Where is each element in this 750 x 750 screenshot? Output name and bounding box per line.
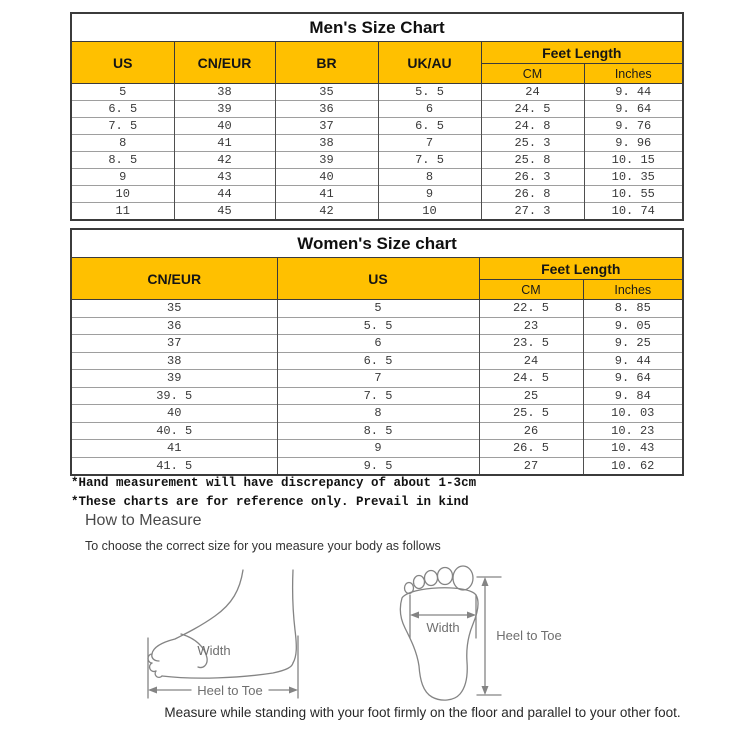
size-cell: 44	[174, 186, 275, 203]
size-cell: 24. 8	[481, 118, 584, 135]
size-cell: 10. 03	[583, 405, 683, 423]
size-cell: 26. 3	[481, 169, 584, 186]
table-row	[71, 118, 683, 135]
column-header-feet-length: Feet Length	[481, 42, 683, 64]
size-cell: 27	[479, 457, 583, 475]
table-row	[71, 101, 683, 118]
size-cell: 9. 44	[583, 352, 683, 370]
size-cell: 24	[479, 352, 583, 370]
womens-title-row	[71, 229, 683, 258]
size-cell: 35	[275, 84, 378, 101]
size-cell: 35	[71, 300, 277, 318]
size-cell: 41	[174, 135, 275, 152]
size-cell: 40	[71, 405, 277, 423]
size-cell: 9	[71, 169, 174, 186]
side-width-label: Width	[197, 643, 231, 658]
size-cell: 7. 5	[378, 152, 481, 169]
size-cell: 24. 5	[479, 370, 583, 388]
size-cell: 24. 5	[481, 101, 584, 118]
size-cell: 10. 35	[584, 169, 683, 186]
size-cell: 5	[277, 300, 479, 318]
size-cell: 10	[71, 186, 174, 203]
arrow-left-icon	[410, 612, 419, 619]
footnote-hand-measurement: *Hand measurement will have discrepancy of about 1-3cm	[71, 476, 477, 490]
how-to-measure-subtitle: To choose the correct size for you measure your body as follows	[85, 539, 441, 553]
size-cell: 6. 5	[378, 118, 481, 135]
size-cell: 38	[174, 84, 275, 101]
mens-chart-title: Men's Size Chart	[71, 13, 683, 42]
size-cell: 10. 15	[584, 152, 683, 169]
size-cell: 9. 84	[583, 387, 683, 405]
size-cell: 42	[174, 152, 275, 169]
side-heel-to-toe-label: Heel to Toe	[197, 683, 263, 698]
size-cell: 9. 25	[583, 335, 683, 353]
womens-header-row	[71, 258, 683, 280]
size-cell: 10. 55	[584, 186, 683, 203]
size-cell: 22. 5	[479, 300, 583, 318]
size-cell: 23. 5	[479, 335, 583, 353]
column-header-cm: CM	[481, 64, 584, 84]
table-row	[71, 152, 683, 169]
arrow-up-icon	[482, 577, 489, 586]
column-header-us: US	[71, 42, 174, 84]
size-cell: 9. 44	[584, 84, 683, 101]
arrow-down-icon	[482, 686, 489, 695]
size-cell: 5. 5	[277, 317, 479, 335]
size-cell: 9	[378, 186, 481, 203]
table-row	[71, 135, 683, 152]
size-cell: 10. 43	[583, 440, 683, 458]
size-cell: 39. 5	[71, 387, 277, 405]
size-cell: 41	[275, 186, 378, 203]
arrow-right-icon	[289, 687, 298, 694]
size-cell: 8. 5	[277, 422, 479, 440]
column-header-cn-eur: CN/EUR	[174, 42, 275, 84]
foot-side-view-illustration	[145, 568, 305, 708]
table-row	[71, 440, 683, 458]
top-heel-to-toe-label: Heel to Toe	[496, 628, 562, 643]
size-cell: 10. 74	[584, 203, 683, 221]
measure-instruction-footer: Measure while standing with your foot firmly on the floor and parallel to your other foot.	[164, 705, 681, 720]
size-cell: 42	[275, 203, 378, 221]
size-cell: 8	[378, 169, 481, 186]
size-cell: 6	[277, 335, 479, 353]
womens-table-body	[71, 300, 683, 476]
size-cell: 39	[275, 152, 378, 169]
size-cell: 7. 5	[277, 387, 479, 405]
size-cell: 10. 23	[583, 422, 683, 440]
table-row	[71, 387, 683, 405]
footnote-reference-only: *These charts are for reference only. Prevail in kind	[71, 494, 469, 509]
column-header-inches: Inches	[583, 280, 683, 300]
size-cell: 8. 85	[583, 300, 683, 318]
size-cell: 26	[479, 422, 583, 440]
size-cell: 8	[71, 135, 174, 152]
table-row	[71, 422, 683, 440]
size-cell: 38	[71, 352, 277, 370]
size-cell: 7	[277, 370, 479, 388]
arrow-left-icon	[148, 687, 157, 694]
size-cell: 25	[479, 387, 583, 405]
size-cell: 40	[275, 169, 378, 186]
column-header-cm: CM	[479, 280, 583, 300]
column-header-cn-eur: CN/EUR	[71, 258, 277, 300]
size-cell: 23	[479, 317, 583, 335]
size-cell: 37	[71, 335, 277, 353]
column-header-us: US	[277, 258, 479, 300]
size-cell: 9. 64	[583, 370, 683, 388]
size-cell: 39	[71, 370, 277, 388]
womens-size-table	[70, 228, 684, 476]
table-row	[71, 370, 683, 388]
size-cell: 38	[275, 135, 378, 152]
size-cell: 6	[378, 101, 481, 118]
size-cell: 7. 5	[71, 118, 174, 135]
column-header-inches: Inches	[584, 64, 683, 84]
size-cell: 40. 5	[71, 422, 277, 440]
size-cell: 25. 3	[481, 135, 584, 152]
size-cell: 40	[174, 118, 275, 135]
table-row	[71, 84, 683, 101]
size-cell: 26. 5	[479, 440, 583, 458]
mens-title-row	[71, 13, 683, 42]
table-row	[71, 457, 683, 475]
size-cell: 10	[378, 203, 481, 221]
table-row	[71, 169, 683, 186]
mens-table-body	[71, 84, 683, 221]
table-row	[71, 405, 683, 423]
size-cell: 11	[71, 203, 174, 221]
size-cell: 8. 5	[71, 152, 174, 169]
size-cell: 36	[71, 317, 277, 335]
womens-chart-title: Women's Size chart	[71, 229, 683, 258]
top-width-label: Width	[426, 620, 460, 635]
size-cell: 27. 3	[481, 203, 584, 221]
table-row	[71, 186, 683, 203]
size-cell: 24	[481, 84, 584, 101]
table-row	[71, 317, 683, 335]
size-cell: 39	[174, 101, 275, 118]
table-row	[71, 352, 683, 370]
table-row	[71, 300, 683, 318]
footnotes	[71, 474, 476, 511]
size-cell: 9. 5	[277, 457, 479, 475]
mens-header-row	[71, 42, 683, 64]
foot-top-view-illustration	[398, 558, 583, 708]
size-cell: 9. 76	[584, 118, 683, 135]
size-cell: 5	[71, 84, 174, 101]
arrow-right-icon	[467, 612, 476, 619]
how-to-measure-heading: How to Measure	[85, 512, 202, 529]
size-cell: 9. 64	[584, 101, 683, 118]
column-header-uk-au: UK/AU	[378, 42, 481, 84]
mens-size-table	[70, 12, 684, 221]
size-cell: 6. 5	[277, 352, 479, 370]
size-cell: 41. 5	[71, 457, 277, 475]
size-cell: 45	[174, 203, 275, 221]
size-cell: 9. 96	[584, 135, 683, 152]
size-cell: 43	[174, 169, 275, 186]
size-cell: 41	[71, 440, 277, 458]
size-cell: 6. 5	[71, 101, 174, 118]
size-cell: 25. 8	[481, 152, 584, 169]
column-header-br: BR	[275, 42, 378, 84]
size-cell: 8	[277, 405, 479, 423]
size-cell: 26. 8	[481, 186, 584, 203]
size-cell: 25. 5	[479, 405, 583, 423]
size-cell: 37	[275, 118, 378, 135]
size-cell: 5. 5	[378, 84, 481, 101]
size-cell: 7	[378, 135, 481, 152]
size-cell: 10. 62	[583, 457, 683, 475]
size-cell: 9. 05	[583, 317, 683, 335]
table-row	[71, 203, 683, 221]
table-row	[71, 335, 683, 353]
column-header-feet-length: Feet Length	[479, 258, 683, 280]
size-cell: 9	[277, 440, 479, 458]
size-cell: 36	[275, 101, 378, 118]
